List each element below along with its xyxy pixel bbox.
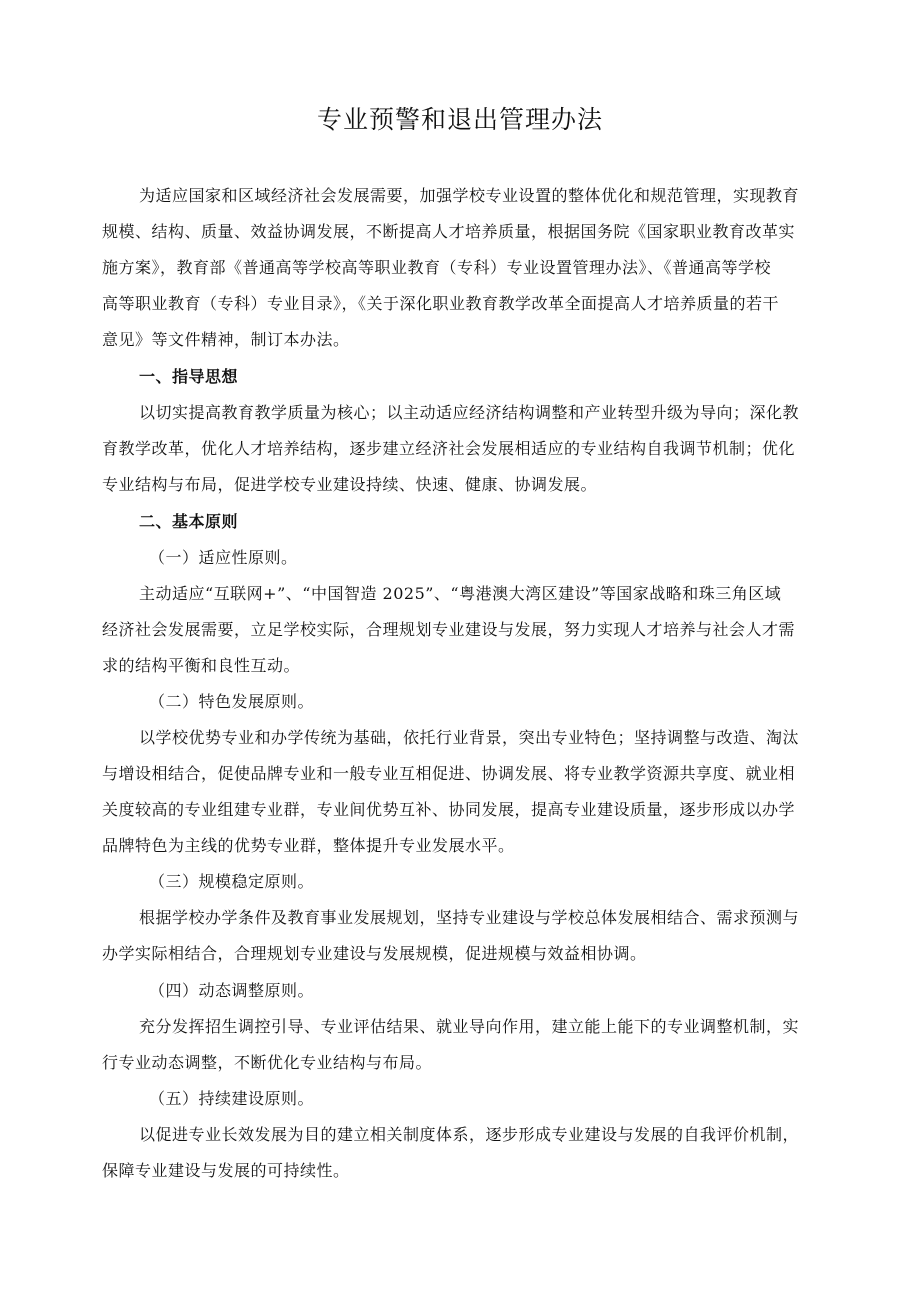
intro-line-2: 规模、结构、质量、效益协调发展，不断提高人才培养质量，根据国务院《国家职业教育改革实	[102, 222, 796, 241]
principle-1-title: （一）适应性原则。	[149, 548, 298, 567]
principle-3-title: （三）规模稳定原则。	[149, 872, 315, 891]
principle-2-line-1: 以学校优势专业和办学传统为基础，依托行业背景，突出专业特色；坚持调整与改造、淘汰	[139, 728, 800, 747]
document-title: 专业预警和退出管理办法	[316, 105, 603, 134]
principle-4-title: （四）动态调整原则。	[149, 981, 315, 1000]
intro-line-1: 为适应国家和区域经济社会发展需要，加强学校专业设置的整体优化和规范管理，实现教育	[139, 186, 800, 205]
principle-5-line-2: 保障专业建设与发展的可持续性。	[102, 1161, 350, 1180]
intro-line-4: 高等职业教育（专科）专业目录》，《关于深化职业教育教学改革全面提高人才培养质量的若干	[102, 294, 780, 313]
principle-2-line-2: 与增设相结合，促使品牌专业和一般专业互相促进、协调发展、将专业教学资源共享度、就业相	[102, 764, 796, 783]
principle-2-line-3: 关度较高的专业组建专业群，专业间优势互补、协同发展，提高专业建设质量，逐步形成以办学	[102, 800, 796, 819]
principle-2-line-4: 品牌特色为主线的优势专业群，整体提升专业发展水平。	[102, 836, 515, 855]
intro-line-3: 施方案》，教育部《普通高等学校高等职业教育（专科）专业设置管理办法》、《普通高等学校	[102, 258, 772, 277]
principle-1-line-3: 求的结构平衡和良性互动。	[102, 656, 301, 675]
principle-4-line-1: 充分发挥招生调控引导、专业评估结果、就业导向作用，建立能上能下的专业调整机制，实	[139, 1017, 800, 1036]
principle-3-line-1: 根据学校办学条件及教育事业发展规划，坚持专业建设与学校总体发展相结合、需求预测与	[139, 908, 800, 927]
principle-1-line-1: 主动适应“互联网+”、“中国智造 2025”、“粤港澳大湾区建设”等国家战略和珠三角区域	[139, 584, 782, 603]
principle-3-line-2: 办学实际相结合，合理规划专业建设与发展规模，促进规模与效益相协调。	[102, 944, 647, 963]
section-heading-guiding-ideology: 一、指导思想	[139, 367, 239, 386]
section1-line-3: 专业结构与布局，促进学校专业建设持续、快速、健康、协调发展。	[102, 475, 598, 494]
principle-5-line-1: 以促进专业长效发展为目的建立相关制度体系，逐步形成专业建设与发展的自我评价机制，	[139, 1125, 800, 1144]
principle-1-line-2: 经济社会发展需要，立足学校实际，合理规划专业建设与发展，努力实现人才培养与社会人才需	[102, 620, 796, 639]
principle-4-line-2: 行专业动态调整，不断优化专业结构与布局。	[102, 1053, 433, 1072]
section1-line-2: 育教学改革，优化人才培养结构，逐步建立经济社会发展相适应的专业结构自我调节机制；优化	[102, 439, 796, 458]
principle-5-title: （五）持续建设原则。	[149, 1089, 315, 1108]
intro-line-5: 意见》等文件精神，制订本办法。	[102, 330, 350, 349]
section1-line-1: 以切实提高教育教学质量为核心；以主动适应经济结构调整和产业转型升级为导向；深化教	[139, 403, 800, 422]
section-heading-basic-principles: 二、基本原则	[139, 512, 239, 531]
principle-2-title: （二）特色发展原则。	[149, 692, 315, 711]
